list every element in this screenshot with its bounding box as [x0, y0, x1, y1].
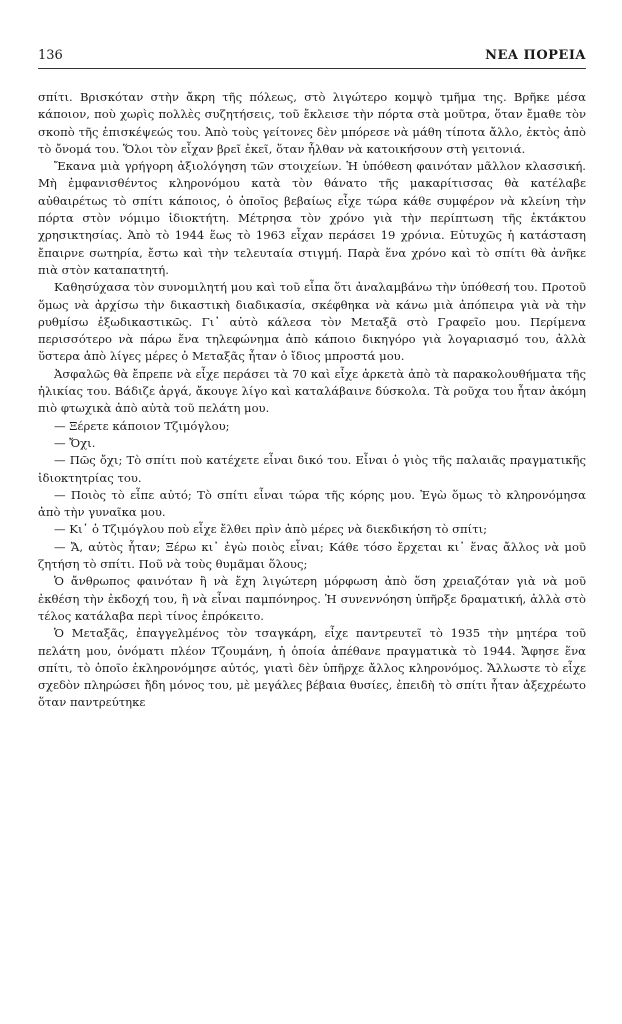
paragraph: Ὁ ἄνθρωπος φαινόταν ἢ νὰ ἔχη λιγώτερη μόρφωση ἀπὸ ὅση χρειαζόταν γιὰ νὰ μοῦ ἐκθέση τὴν ἐκδοχή του, ἢ νὰ εἶναι παμπόνηρος. Ἡ συνεννόηση ὑπῆρξε δραματική, ἀλλὰ στὸ τέλος κατάλαβα περὶ τίνος ἐπρόκειτο. [38, 574, 586, 623]
dialogue-line: — Πῶς ὄχι; Τὸ σπίτι ποὺ κατέχετε εἶναι δικό του. Εἶναι ὁ γιὸς τῆς παλαιᾶς πραγματικῆς ἰδιοκτητρίας του. [38, 453, 586, 485]
paragraph: Ὁ Μεταξᾶς, ἐπαγγελμένος τὸν τσαγκάρη, εἶχε παντρευτεῖ τὸ 1935 τὴν μητέρα τοῦ πελάτη μου, ὀνόματι πλέον Τζουμάνη, ἡ ὁποία ἀπέθανε πραγματικὰ τὸ 1944. Ἄφησε ἕνα σπίτι, τὸ ὁποῖο ἐκληρονόμησε αὐτός, γιατὶ δὲν ὑπῆρχε ἄλλος κληρονόμος. Ἄλλωστε τὸ εἶχε σχεδὸν πληρώσει ἤδη μόνος του, μὲ μεγάλες βέβαια θυσίες, ἐπειδὴ τὸ σπίτι ἦταν ἀξεχρέωτο ὅταν παντρεύτηκε [38, 626, 586, 710]
page-number: 136 [38, 48, 63, 63]
dialogue-line: — Ἄ, αὐτὸς ἦταν; Ξέρω κι᾿ ἐγὼ ποιὸς εἶναι; Κάθε τόσο ἔρχεται κι᾿ ἕνας ἄλλος νὰ μοῦ ζητήση τὸ σπίτι. Ποῦ νὰ τοὺς θυμᾶμαι ὅλους; [38, 539, 586, 572]
dialogue-line: — Ποιὸς τὸ εἶπε αὐτό; Τὸ σπίτι εἶναι τώρα τῆς κόρης μου. Ἐγὼ ὅμως τὸ κληρονόμησα ἀπὸ τὴν γυναῖκα μου. [38, 487, 586, 520]
paragraph: Ἀσφαλῶς θὰ ἔπρεπε νὰ εἶχε περάσει τὰ 70 καὶ εἶχε ἀρκετὰ ἀπὸ τὰ παρακολουθήματα τῆς ἡλικίας του. Βάδιζε ἀργά, ἄκουγε λίγο καὶ καταλάβαινε δύσκολα. Τὰ ροῦχα του ἦταν ἀκόμη πιὸ φτωχικὰ ἀπὸ αὐτὰ τοῦ πελάτη μου. [38, 366, 586, 416]
dialogue-line: — Ξέρετε κάποιον Τζιμόγλου; [54, 418, 230, 433]
body-text [38, 89, 586, 712]
dialogue-line: — Ὄχι. [54, 435, 96, 450]
running-title: ΝΕΑ ΠΟΡΕΙΑ [485, 48, 586, 63]
dialogue-line: — Κι᾿ ὁ Τζιμόγλου ποὺ εἶχε ἔλθει πρὶν ἀπὸ μέρες νὰ διεκδικήση τὸ σπίτι; [54, 522, 488, 537]
running-head [38, 48, 586, 69]
book-page [38, 48, 586, 712]
paragraph: Καθησύχασα τὸν συνομιλητή μου καὶ τοῦ εἶπα ὅτι ἀναλαμβάνω τὴν ὑπόθεσή του. Προτοῦ ὅμως νὰ ἀρχίσω τὴν δικαστικὴ διαδικασία, σκέφθηκα νὰ κάνω μιὰ ἀπόπειρα γιὰ νὰ τὴν ρυθμίσω ἐξωδικαστικῶς. Γι᾿ αὐτὸ κάλεσα τὸν Μεταξᾶ στὸ Γραφεῖο μου. Περίμενα περισσότερο νὰ πάρω ἕνα τηλεφώνημα ἀπὸ κάποιο δικηγόρο γιὰ λογαριασμό του, ἀλλὰ ὕστερα ἀπὸ λίγες μέρες ὁ Μεταξᾶς ἦταν ὁ ἴδιος μπροστά μου. [38, 280, 586, 364]
paragraph: Ἔκανα μιὰ γρήγορη ἀξιολόγηση τῶν στοιχείων. Ἡ ὑπόθεση φαινόταν μᾶλλον κλασσική. Μὴ ἐμφανισθέντος κληρονόμου κατὰ τὸν θάνατο τῆς μακαρίτισσας θὰ κατέλαβε αὐθαιρέτως τὸ σπίτι κάποιος, ὁ ὁποῖος βεβαίως εἶχε τώρα κάθε συμφέρον νὰ κλείνη τὴν πόρτα στὸν νόμιμο ἰδιοκτήτη. Μέτρησα τὸν χρόνο γιὰ τὴν περίπτωση τῆς ἐκτάκτου χρησικτησίας. Ἀπὸ τὸ 1944 ἕως τὸ 1963 εἶχαν περάσει 19 χρόνια. Εὐτυχῶς ἡ κατάσταση ἔπαιρνε σωτηρία, ἔστω καὶ τὴν τελευταία στιγμή. Παρὰ ἕνα χρόνο καὶ τὸ σπίτι θὰ ἀνῆκε πιὰ στὸν καταπατητή. [38, 159, 586, 277]
paragraph: σπίτι. Βρισκόταν στὴν ἄκρη τῆς πόλεως, στὸ λιγώτερο κομψὸ τμῆμα της. Βρῆκε μέσα κάποιον, ποὺ χωρὶς πολλὲς συζητήσεις, τοῦ ἔκλεισε τὴν πόρτα στὰ μοῦτρα, ὅταν ἔμαθε τὸν σκοπὸ τῆς ἐπισκέψεώς του. Ἀπὸ τοὺς γείτονες δὲν μπόρεσε νὰ μάθη τίποτα ἄλλο, ἐκτὸς ἀπὸ τὸ ὄνομά του. Ὅλοι τὸν εἶχαν βρεῖ ἐκεῖ, ὅταν ἦλθαν νὰ κατοικήσουν στὴ γειτονιά. [38, 90, 586, 156]
